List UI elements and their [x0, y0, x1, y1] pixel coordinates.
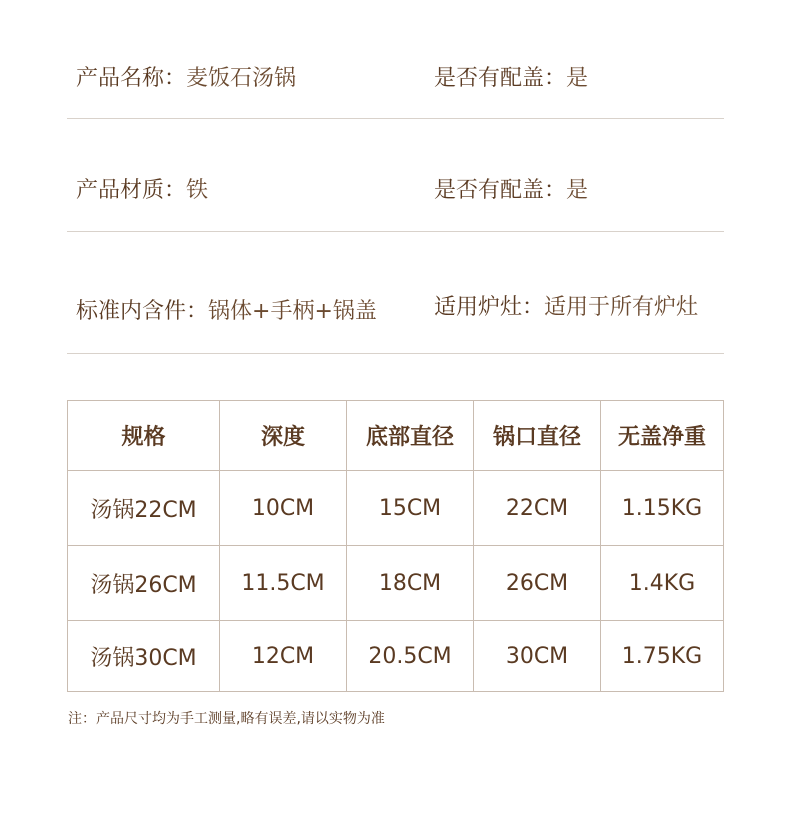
header-bottom-diameter: 底部直径 — [347, 401, 474, 471]
product-name-value: 麦饭石汤锅 — [186, 66, 297, 91]
table-cell: 22CM — [474, 471, 601, 546]
measurement-note: 注：产品尺寸均为手工测量,略有误差,请以实物为准 — [68, 711, 385, 727]
material-value: 铁 — [186, 178, 209, 203]
lid-included-label: 是否有配盖： — [434, 66, 567, 91]
table-cell: 20.5CM — [347, 621, 474, 692]
table-cell: 1.15KG — [601, 471, 724, 546]
table-cell: 26CM — [474, 546, 601, 621]
product-name-label: 产品名称： — [76, 66, 187, 91]
header-size: 规格 — [68, 401, 220, 471]
lid-included-value: 是 — [566, 66, 589, 91]
product-name-field — [76, 61, 296, 92]
lid-included-field — [434, 61, 588, 92]
header-mouth-diameter: 锅口直径 — [474, 401, 601, 471]
material-label: 产品材质： — [76, 178, 187, 203]
table-cell: 1.75KG — [601, 621, 724, 692]
contents-value: 锅体+手柄+锅盖 — [208, 299, 377, 324]
contents-field — [76, 294, 377, 325]
table-cell: 10CM — [220, 471, 347, 546]
info-row-name — [67, 40, 724, 119]
lid-included-value-2: 是 — [566, 178, 589, 203]
table-header-row — [68, 401, 724, 471]
header-net-weight: 无盖净重 — [601, 401, 724, 471]
lid-included-field-2 — [434, 173, 588, 204]
table-row — [68, 471, 724, 546]
table-row — [68, 621, 724, 692]
table-cell: 12CM — [220, 621, 347, 692]
table-cell: 汤锅26CM — [68, 546, 220, 621]
spec-table — [67, 400, 724, 692]
header-depth: 深度 — [220, 401, 347, 471]
info-row-material — [67, 119, 724, 232]
table-cell: 汤锅22CM — [68, 471, 220, 546]
table-cell: 30CM — [474, 621, 601, 692]
table-cell: 15CM — [347, 471, 474, 546]
table-cell: 18CM — [347, 546, 474, 621]
table-cell: 1.4KG — [601, 546, 724, 621]
stove-value: 适用于所有炉灶 — [544, 295, 699, 320]
table-row — [68, 546, 724, 621]
lid-included-label-2: 是否有配盖： — [434, 178, 567, 203]
info-row-contents — [67, 232, 724, 354]
table-cell: 汤锅30CM — [68, 621, 220, 692]
material-field — [76, 173, 208, 204]
stove-field — [434, 290, 698, 321]
table-cell: 11.5CM — [220, 546, 347, 621]
stove-label: 适用炉灶： — [434, 295, 545, 320]
contents-label: 标准内含件： — [76, 299, 209, 324]
